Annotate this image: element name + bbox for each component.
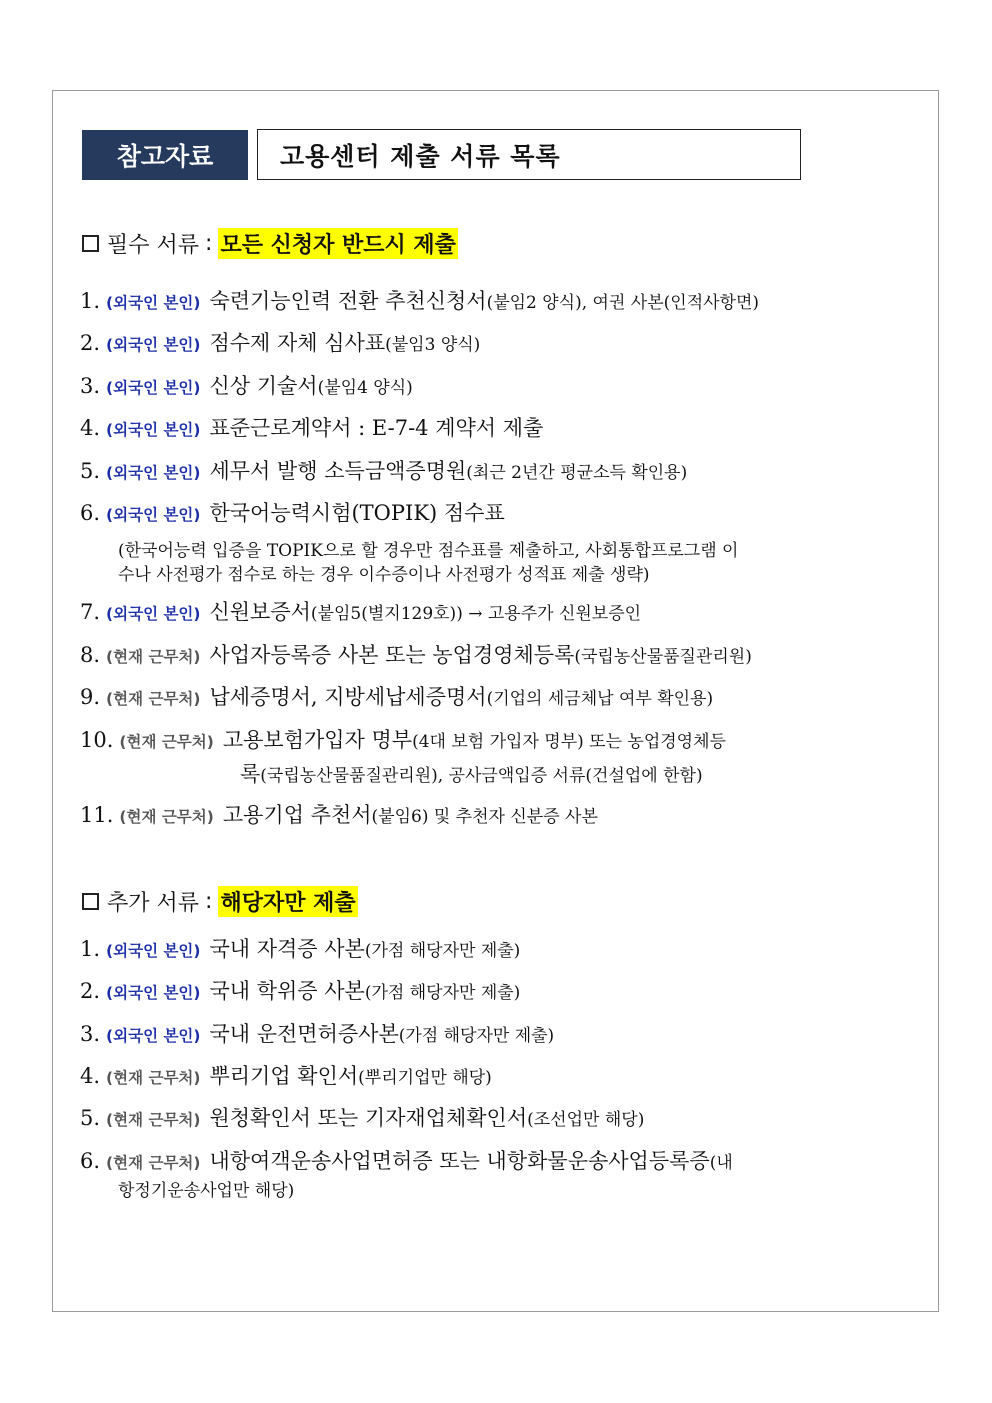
list-item	[80, 328, 480, 360]
item-number: 11.	[80, 803, 114, 827]
item-text: 숙련기능인력 전환 추천신청서	[209, 289, 487, 313]
topik-note-line-1: (한국어능력 입증을 TOPIK으로 할 경우만 점수표를 제출하고, 사회통합프로그램 이	[118, 541, 739, 561]
item-number: 5.	[80, 459, 101, 483]
item-note: (국립농산물품질관리원)	[574, 647, 752, 667]
submitter-label: (현재 근무처)	[106, 1111, 201, 1129]
additional-colon: :	[205, 889, 213, 914]
item-number: 4.	[80, 416, 101, 440]
item-text: 점수제 자체 심사표	[209, 331, 386, 355]
list-item	[80, 456, 687, 488]
list-item	[80, 413, 543, 445]
item-number: 3.	[80, 1022, 101, 1046]
item-note: (기업의 세금체납 여부 확인용)	[486, 689, 714, 709]
submitter-label: (외국인 본인)	[106, 605, 201, 623]
item-note: (붙임6) 및 추천자 신분증 사본	[371, 807, 598, 827]
list-item	[80, 597, 641, 629]
page-title: 고용센터 제출 서류 목록	[257, 129, 801, 180]
topik-note-line-2: 수나 사전평가 점수로 하는 경우 이수증이나 사전평가 성적표 제출 생략)	[118, 565, 650, 585]
item-number: 2.	[80, 331, 101, 355]
item-text: 국내 학위증 사본	[209, 979, 365, 1003]
item-text: 사업자등록증 사본 또는 농업경영체등록	[209, 643, 575, 667]
item-number: 1.	[80, 937, 101, 961]
list-item	[80, 498, 505, 530]
item-note: (붙임4 양식)	[317, 378, 413, 398]
submitter-label: (외국인 본인)	[106, 379, 201, 397]
item-number: 1.	[80, 289, 101, 313]
submitter-label: (현재 근무처)	[106, 1069, 201, 1087]
item-note: (붙임2 양식), 여권 사본(인적사항면)	[486, 293, 760, 313]
item-number: 4.	[80, 1064, 101, 1088]
list-item	[80, 725, 726, 757]
item-text: 세무서 발행 소득금액증명원	[209, 459, 467, 483]
submitter-label: (외국인 본인)	[106, 294, 201, 312]
item-number: 9.	[80, 685, 101, 709]
submitter-label: (외국인 본인)	[106, 464, 201, 482]
item-note: (가점 해당자만 제출)	[398, 1026, 555, 1046]
list-item	[80, 682, 713, 714]
checkbox-square-icon	[82, 235, 99, 252]
item-number: 7.	[80, 600, 101, 624]
item-text: 한국어능력시험(TOPIK) 점수표	[209, 501, 505, 525]
item-text: 고용보험가입자 명부	[222, 728, 413, 752]
required-section-heading	[82, 228, 458, 259]
item-note: (붙임5(별지129호)) → 고용주가 신원보증인	[310, 604, 642, 624]
item-text: 국내 운전면허증사본	[209, 1022, 399, 1046]
item-number: 6.	[80, 1149, 101, 1173]
submitter-label: (외국인 본인)	[106, 1027, 201, 1045]
checkbox-square-icon	[82, 893, 99, 910]
item-note: (최근 2년간 평균소득 확인용)	[466, 463, 688, 483]
list-item	[80, 976, 520, 1008]
item-text: 국내 자격증 사본	[209, 937, 365, 961]
item-note: (가점 해당자만 제출)	[364, 983, 521, 1003]
item-text: 내항여객운송사업면허증 또는 내항화물운송사업등록증	[209, 1149, 710, 1173]
list-item	[80, 800, 598, 832]
list-item	[80, 1103, 644, 1135]
additional-label: 추가 서류	[107, 891, 200, 916]
submitter-label: (외국인 본인)	[106, 984, 201, 1002]
list-item	[80, 934, 520, 966]
submitter-label: (현재 근무처)	[119, 733, 214, 751]
item-text: 신상 기술서	[209, 374, 318, 398]
submitter-label: (외국인 본인)	[106, 506, 201, 524]
item-note: (내	[709, 1153, 733, 1173]
required-label: 필수 서류	[107, 233, 200, 258]
additional-section-heading	[82, 886, 358, 917]
submitter-label: (현재 근무처)	[106, 1154, 201, 1172]
submitter-label: (현재 근무처)	[106, 690, 201, 708]
item-number: 6.	[80, 501, 101, 525]
list-item	[80, 371, 413, 403]
item-number: 8.	[80, 643, 101, 667]
item-number: 2.	[80, 979, 101, 1003]
submitter-label: (외국인 본인)	[106, 336, 201, 354]
required-highlight: 모든 신청자 반드시 제출	[218, 228, 458, 259]
list-item	[80, 1146, 733, 1178]
submitter-label: (외국인 본인)	[106, 421, 201, 439]
item-text: 고용기업 추천서	[222, 803, 372, 827]
item-note: (4대 보험 가입자 명부) 또는 농업경영체등	[412, 732, 726, 752]
item-note: (붙임3 양식)	[385, 335, 481, 355]
submitter-label: (현재 근무처)	[119, 808, 214, 826]
item-note: (조선업만 해당)	[527, 1110, 645, 1130]
item-number: 3.	[80, 374, 101, 398]
additional-highlight: 해당자만 제출	[218, 886, 357, 917]
item-10-continuation: 록(국립농산물품질관리원), 공사금액입증 서류(건설업에 한함)	[240, 762, 703, 786]
submitter-label: (현재 근무처)	[106, 648, 201, 666]
list-item	[80, 1061, 492, 1093]
reference-tag: 참고자료	[82, 130, 248, 180]
list-item	[80, 286, 759, 318]
list-item	[80, 640, 752, 672]
item-number: 10.	[80, 728, 114, 752]
item-text: 뿌리기업 확인서	[209, 1064, 359, 1088]
list-item	[80, 1019, 554, 1051]
submitter-label: (외국인 본인)	[106, 942, 201, 960]
item-number: 5.	[80, 1106, 101, 1130]
item-text: 신원보증서	[209, 600, 311, 624]
item-text: 원청확인서 또는 기자재업체확인서	[209, 1106, 528, 1130]
item-text: 납세증명서, 지방세납세증명서	[209, 685, 487, 709]
required-colon: :	[205, 231, 213, 256]
item-note: (가점 해당자만 제출)	[364, 941, 521, 961]
item-note: (뿌리기업만 해당)	[358, 1068, 492, 1088]
item-text: 표준근로계약서 : E-7-4 계약서 제출	[209, 416, 544, 440]
additional-item-6-continuation: 항정기운송사업만 해당)	[118, 1181, 295, 1201]
